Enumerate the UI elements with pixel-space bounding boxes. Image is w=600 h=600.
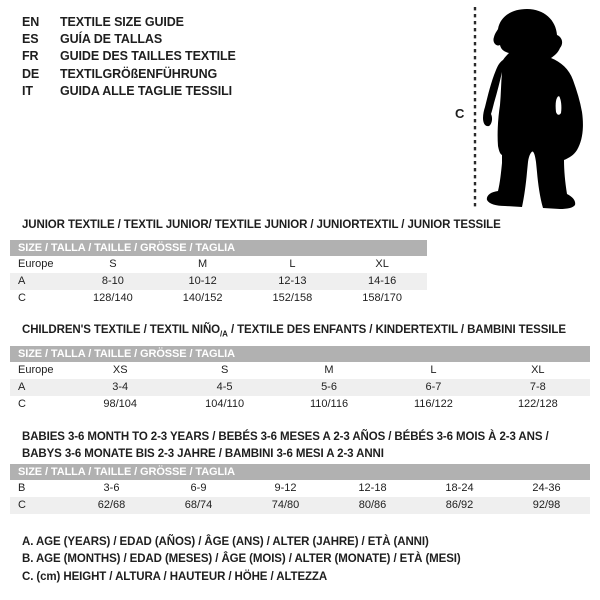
language-title: TEXTILGRÖßENFÜHRUNG xyxy=(60,66,218,81)
language-title: TEXTILE SIZE GUIDE xyxy=(60,14,184,29)
table-cell: 86/92 xyxy=(445,499,474,511)
table-cell: M xyxy=(198,258,208,270)
table-cell: 98/104 xyxy=(103,398,138,410)
babies-title-line1: BABIES 3-6 MONTH TO 2-3 YEARS / BEBÉS 3-6 MESES A 2-3 AÑOS / BÉBÉS 3-6 MOIS À 2-3 ANS / xyxy=(22,431,549,443)
babies-table-header: SIZE / TALLA / TAILLE / GRÖSSE / TAGLIA xyxy=(10,464,590,480)
language-code: IT xyxy=(22,84,33,99)
table-cell: 6-9 xyxy=(190,482,207,494)
row-label: C xyxy=(18,292,26,304)
table-cell: 6-7 xyxy=(425,381,442,393)
table-cell: 68/74 xyxy=(184,499,213,511)
row-label: A xyxy=(18,275,26,287)
language-row-en xyxy=(22,13,236,30)
table-cell: 3-4 xyxy=(112,381,129,393)
table-cell: 140/152 xyxy=(182,292,223,304)
table-cell: 12-18 xyxy=(358,482,387,494)
language-title: GUIDA ALLE TAGLIE TESSILI xyxy=(60,84,233,99)
table-cell: L xyxy=(289,258,296,270)
language-code: ES xyxy=(22,32,39,47)
table-cell: 14-16 xyxy=(368,275,397,287)
row-label: A xyxy=(18,381,26,393)
table-cell: XL xyxy=(375,258,389,270)
language-title: GUIDE DES TAILLES TEXTILE xyxy=(60,49,236,64)
table-row xyxy=(10,290,427,307)
row-label: C xyxy=(18,398,26,410)
table-row xyxy=(10,497,590,514)
table-cell: 92/98 xyxy=(532,499,561,511)
table-cell: 4-5 xyxy=(216,381,233,393)
babies-size-table xyxy=(10,464,590,514)
footnote-b: B. AGE (MONTHS) / EDAD (MESES) / ÂGE (MOIS) / ALTER (MONATE) / ETÀ (MESI) xyxy=(22,553,461,566)
table-cell: 5-6 xyxy=(321,381,337,393)
junior-section-title: JUNIOR TEXTILE / TEXTIL JUNIOR/ TEXTILE JUNIOR / JUNIORTEXTIL / JUNIOR TESSILE xyxy=(22,219,501,231)
table-cell: S xyxy=(220,364,229,376)
footnotes xyxy=(22,536,461,588)
table-cell: 8-10 xyxy=(101,275,124,287)
footnote-c: C. (cm) HEIGHT / ALTURA / HAUTEUR / HÖHE / ALTEZZA xyxy=(22,570,328,583)
table-row xyxy=(10,273,427,290)
row-label: Europe xyxy=(18,364,54,376)
junior-table-header: SIZE / TALLA / TAILLE / GRÖSSE / TAGLIA xyxy=(10,240,427,256)
table-cell: 12-13 xyxy=(278,275,307,287)
row-label: Europe xyxy=(18,258,54,270)
table-cell: 24-36 xyxy=(532,482,561,494)
table-cell: 9-12 xyxy=(274,482,297,494)
language-row-fr xyxy=(22,48,236,65)
table-cell: 116/122 xyxy=(413,398,453,410)
children-size-table xyxy=(10,346,590,413)
babies-section-title xyxy=(22,429,549,463)
table-row xyxy=(10,256,427,273)
table-cell: 128/140 xyxy=(92,292,133,304)
language-row-it xyxy=(22,83,236,100)
row-label: B xyxy=(18,482,26,494)
table-row xyxy=(10,362,590,379)
toddler-silhouette-image xyxy=(481,8,596,215)
children-title-post: / TEXTILE DES ENFANTS / KINDERTEXTIL / BAMBINI TESSILE xyxy=(227,324,566,336)
table-cell: L xyxy=(430,364,437,376)
children-title-pre: CHILDREN'S TEXTILE / TEXTIL NIÑO xyxy=(22,324,221,336)
children-title-sub: /A xyxy=(220,329,228,339)
table-cell: M xyxy=(324,364,334,376)
table-cell: 18-24 xyxy=(445,482,474,494)
table-cell: 80/86 xyxy=(358,499,387,511)
table-cell: 74/80 xyxy=(271,499,300,511)
language-guide-list xyxy=(22,13,236,100)
table-cell: 122/128 xyxy=(517,398,558,410)
language-row-es xyxy=(22,30,236,47)
height-measure-label: C xyxy=(455,106,465,121)
height-dashed-line xyxy=(473,7,477,214)
table-cell: 10-12 xyxy=(188,275,217,287)
table-cell: XL xyxy=(531,364,545,376)
table-cell: S xyxy=(109,258,117,270)
language-row-de xyxy=(22,65,236,82)
children-section-title xyxy=(22,322,566,342)
language-code: FR xyxy=(22,49,39,64)
table-cell: 152/158 xyxy=(272,292,313,304)
children-table-header: SIZE / TALLA / TAILLE / GRÖSSE / TAGLIA xyxy=(10,346,590,362)
junior-size-table xyxy=(10,240,427,307)
language-title: GUÍA DE TALLAS xyxy=(60,32,163,47)
table-cell: 110/116 xyxy=(309,398,349,410)
table-row xyxy=(10,480,590,497)
table-cell: 7-8 xyxy=(529,381,546,393)
table-cell: 62/68 xyxy=(97,499,126,511)
babies-title-line2: BABYS 3-6 MONATE BIS 2-3 JAHRE / BAMBINI 3-6 MESI A 2-3 ANNI xyxy=(22,448,384,460)
language-code: DE xyxy=(22,66,40,81)
table-row xyxy=(10,379,590,396)
language-code: EN xyxy=(22,14,40,29)
table-cell: 158/170 xyxy=(362,292,402,304)
table-cell: 3-6 xyxy=(103,482,120,494)
table-row xyxy=(10,396,590,413)
footnote-a: A. AGE (YEARS) / EDAD (AÑOS) / ÂGE (ANS) / ALTER (JAHRE) / ETÀ (ANNI) xyxy=(22,536,429,548)
table-cell: 104/110 xyxy=(205,398,245,410)
table-cell: XS xyxy=(112,364,128,376)
row-label: C xyxy=(18,499,26,511)
